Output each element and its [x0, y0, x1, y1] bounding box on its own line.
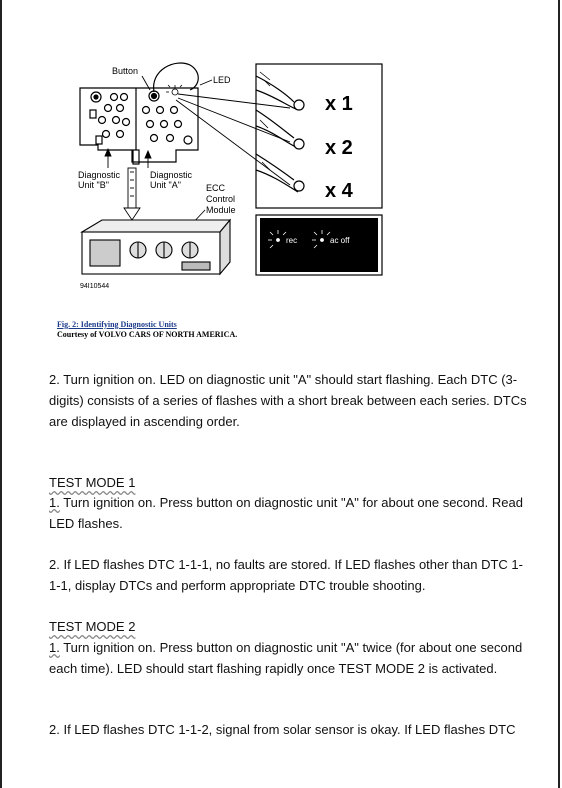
- test-mode-1-heading: [49, 472, 529, 493]
- test-mode-2-heading: [49, 616, 529, 637]
- ecc-label-line1: ECC: [206, 183, 226, 193]
- ecc-label-line3: Module: [206, 205, 236, 215]
- led-icon: [166, 85, 182, 95]
- tm1-step1-text: Turn ignition on. Press button on diagnostic unit "A" for about one second. Read LED flashes.: [49, 495, 523, 531]
- unit-a-label-line2: Unit "A": [150, 180, 181, 190]
- tm1-step1-number: 1.: [49, 495, 60, 510]
- tm1-step1-paragraph: [49, 492, 529, 534]
- tm2-step2-paragraph: 2. If LED flashes DTC 1-1-2, signal from solar sensor is okay. If LED flashes DTC: [49, 722, 516, 737]
- figure-caption-courtesy: Courtesy of VOLVO CARS OF NORTH AMERICA.: [57, 330, 238, 339]
- tm2-step1-text: Turn ignition on. Press button on diagnostic unit "A" twice (for about one second each time). LED should start flashing rapidly once TEST MODE 2 is activated.: [49, 640, 523, 676]
- figure-caption: [57, 320, 237, 340]
- tm2-step1-number: 1.: [49, 640, 60, 655]
- test-mode-1-heading-text: TEST MODE 1: [49, 475, 136, 490]
- led-leader-lines: [176, 80, 290, 185]
- page-border-left: [0, 0, 2, 788]
- page-border-right: [558, 0, 560, 788]
- diagnostic-units-figure: [50, 50, 390, 300]
- unit-a-label-line1: Diagnostic: [150, 170, 193, 180]
- press-x4-label: x 4: [325, 180, 353, 202]
- step2-intro-paragraph: 2. Turn ignition on. LED on diagnostic unit "A" should start flashing. Each DTC (3-digits) consists of a series of flashes with a short break between each series. DTCs are displayed in ascending order.: [49, 372, 527, 429]
- led-label: LED: [213, 75, 231, 85]
- tm1-step2-paragraph: 2. If LED flashes DTC 1-1-1, no faults are stored. If LED flashes other than DTC 1-1-1, display DTCs and perform appropriate DTC trouble shooting.: [49, 557, 523, 593]
- tm2-step1-paragraph: [49, 637, 529, 679]
- button-label: Button: [112, 66, 139, 76]
- test-mode-2-heading-text: TEST MODE 2: [49, 619, 136, 634]
- diagnostic-unit-plates: [80, 88, 198, 164]
- unit-b-label-line2: Unit "B": [78, 180, 109, 190]
- unit-b-label-line1: Diagnostic: [78, 170, 121, 180]
- rec-label: rec: [286, 236, 298, 245]
- figure-code: 94I10544: [80, 283, 110, 290]
- ac-off-label: ac off: [330, 236, 350, 245]
- led-indicator-display: [260, 218, 378, 272]
- figure-caption-title: Fig. 2: Identifying Diagnostic Units: [57, 320, 177, 329]
- ecc-control-module: [82, 220, 230, 274]
- connection-arrow: [124, 168, 140, 220]
- press-x1-label: x 1: [325, 93, 353, 115]
- ecc-label-line2: Control: [206, 194, 236, 204]
- press-x2-label: x 2: [325, 137, 353, 159]
